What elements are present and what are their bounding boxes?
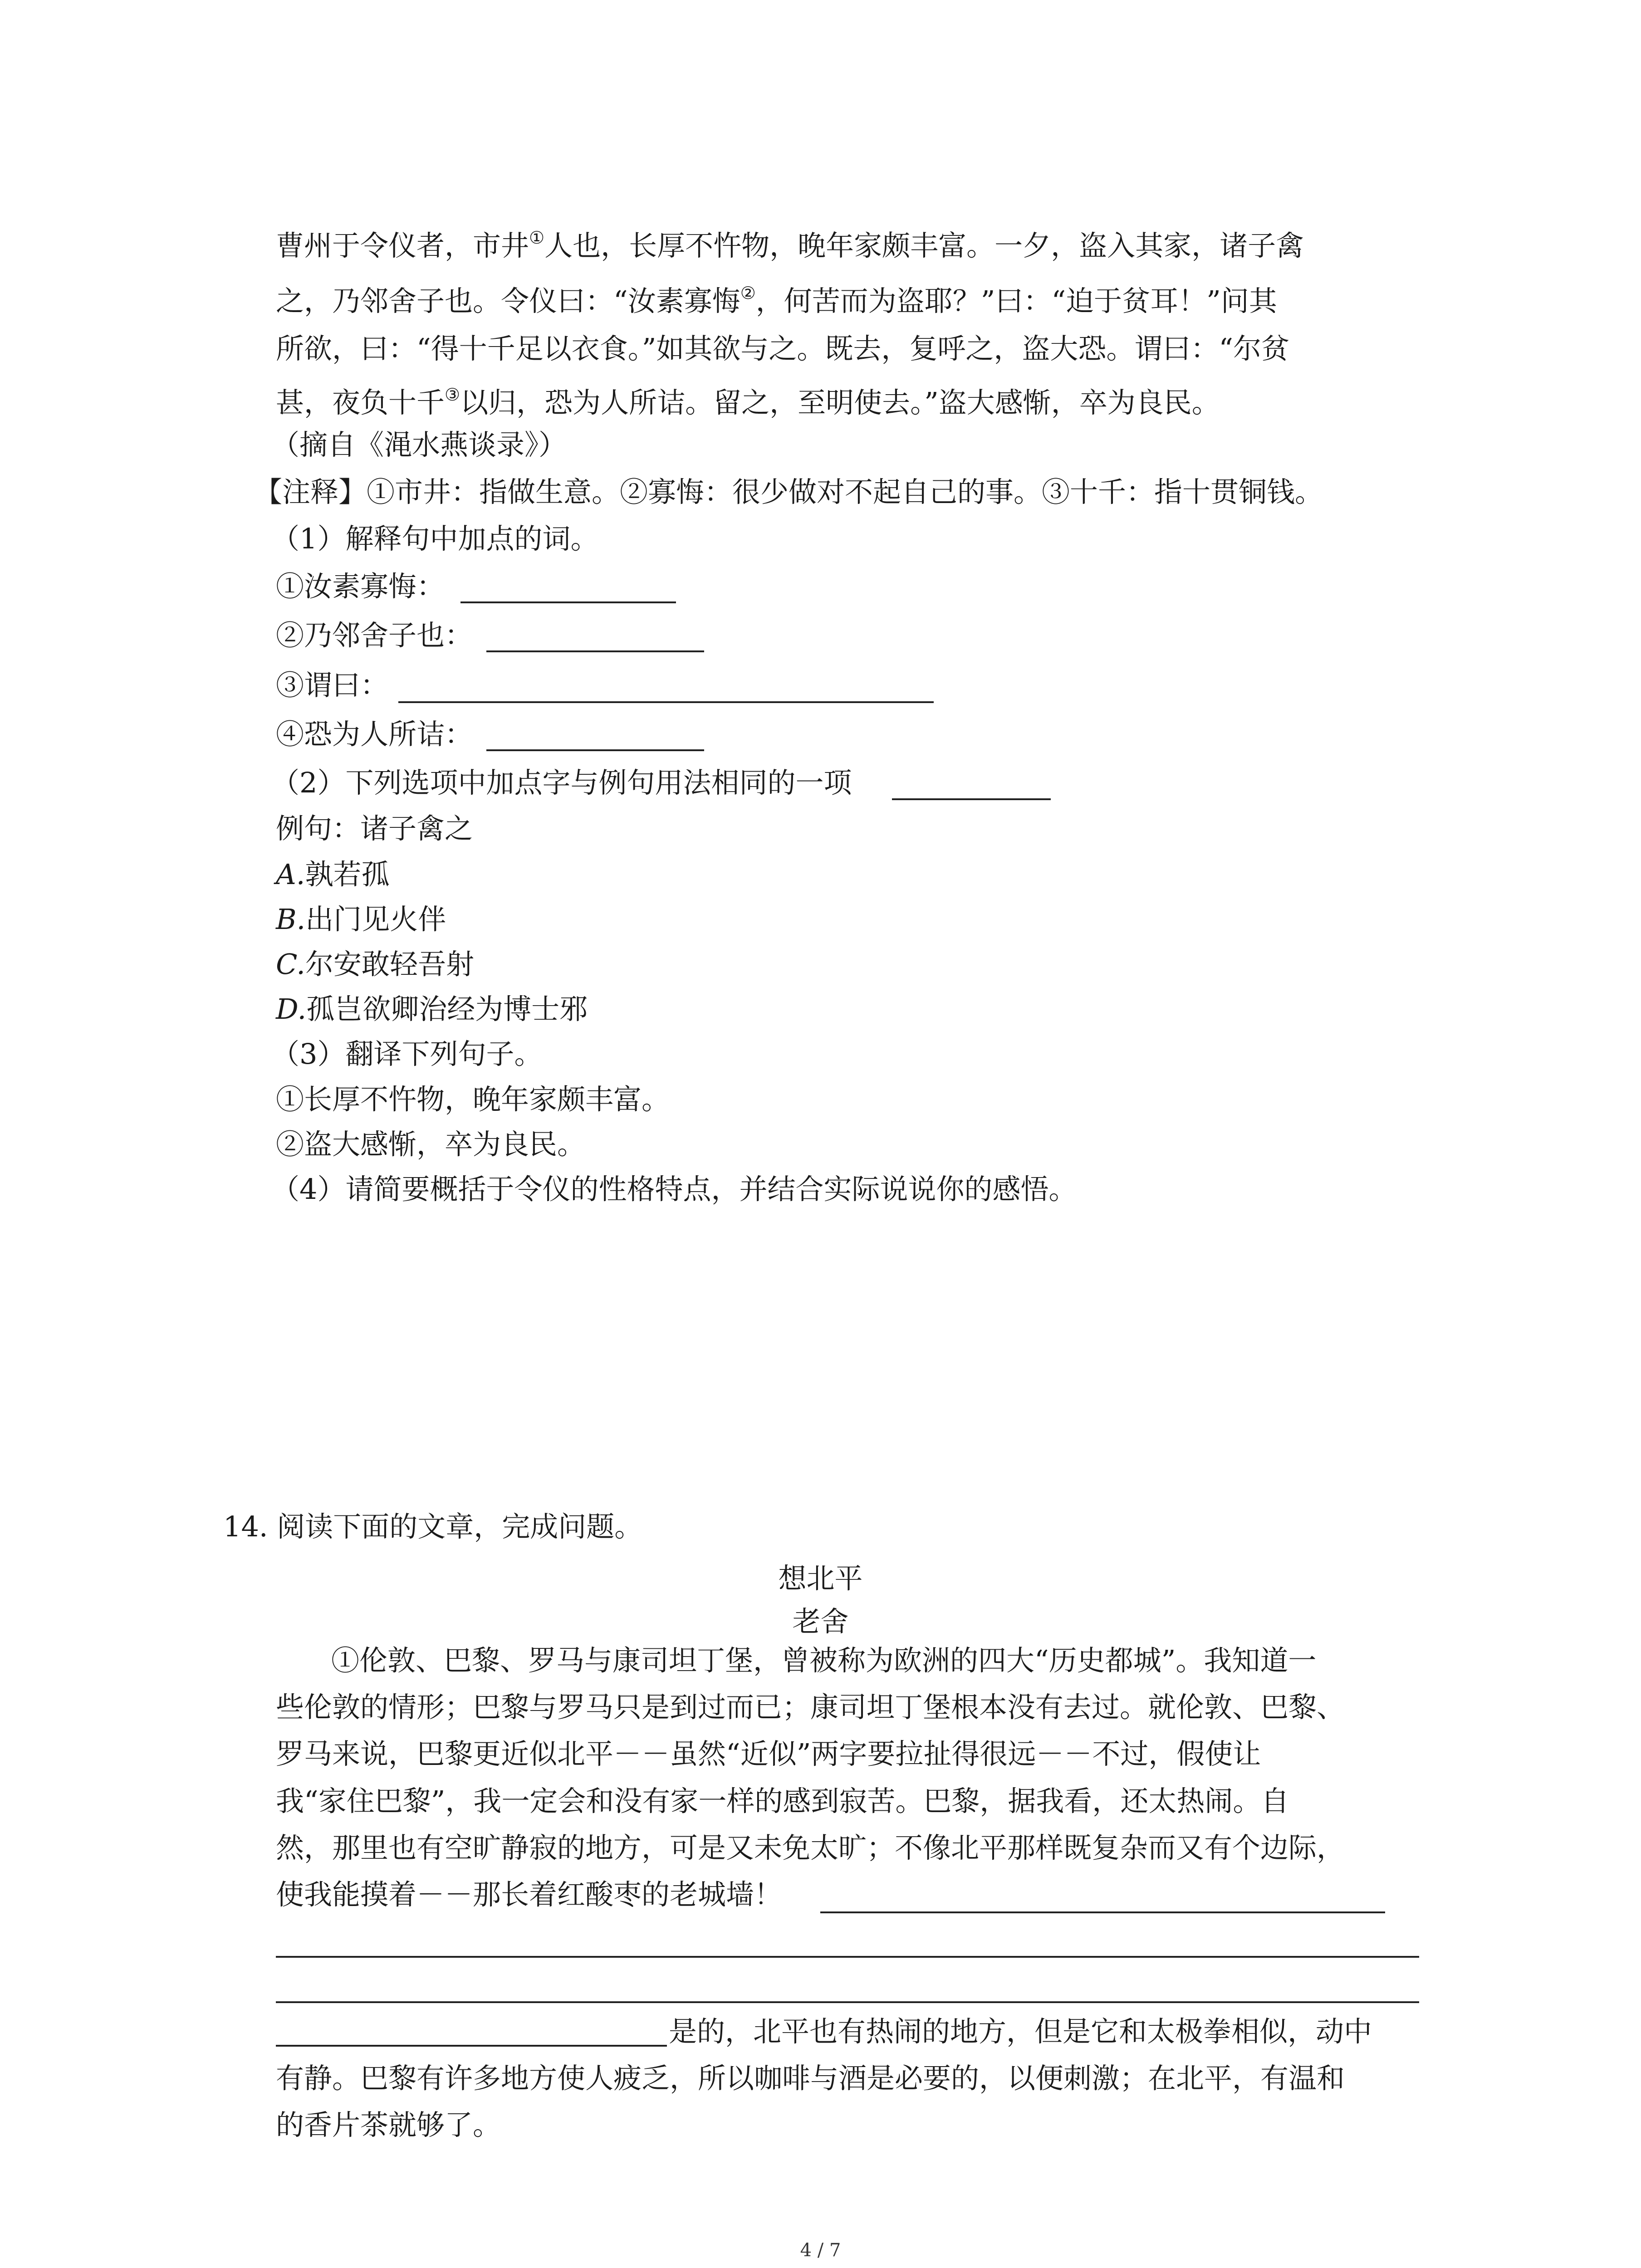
q2-option-c[interactable] [276,948,474,981]
option-letter: B. [276,903,306,936]
footnote-mark-1: ① [529,228,545,248]
option-text: 出门见火伴 [305,903,446,936]
answer-blank-q2[interactable] [892,798,1051,800]
q3-item-1: ①长厚不忤物，晚年家颇丰富。 [276,1083,670,1116]
passage-line-3: 所欲，曰：“得十千足以衣食。”如其欲与之。既去，复呼之，盗大恐。谓曰：“尔贫 [276,332,1290,365]
passage-source: （摘自《渑水燕谈录》） [271,428,567,461]
q2-option-b[interactable] [276,905,446,934]
q1-item-4: ④恐为人所诘： [276,718,473,751]
q4-prompt: （4）请简要概括于令仪的性格特点，并结合实际说说你的感悟。 [271,1173,1077,1206]
q1-item-1: ①汝素寡悔： [276,570,445,603]
answer-blank-q14-3[interactable] [276,2001,1419,2003]
option-text: 孰若孤 [305,858,390,891]
option-text: 孤岂欲卿治经为博士邪 [306,992,588,1026]
option-letter: C. [276,948,305,981]
answer-blank-q14-4[interactable] [276,2045,667,2047]
article-line-9: 的香片茶就够了。 [276,2108,501,2141]
q1-item-3: ③谓曰： [276,669,389,702]
article-line-8: 有静。巴黎有许多地方使人疲乏，所以咖啡与酒是必要的，以便刺激；在北平，有温和 [276,2062,1345,2095]
footnote-mark-3: ③ [445,385,460,405]
q3-prompt: （3）翻译下列句子。 [271,1037,543,1070]
footnote-mark-2: ② [740,283,756,303]
page-number: 4 / 7 [800,2240,841,2261]
option-letter: A. [276,858,305,891]
passage-line-1: 曹州于令仪者，市井①人也，长厚不忤物，晚年家颇丰富。一夕，盗入其家，诸子禽 [276,228,1304,262]
article-author: 老舍 [792,1605,849,1638]
q2-prompt: （2）下列选项中加点字与例句用法相同的一项 [271,766,852,799]
article-line-7: 是的，北平也有热闹的地方，但是它和太极拳相似，动中 [669,2015,1372,2048]
answer-blank-2[interactable] [486,650,704,652]
article-line-1: ①伦敦、巴黎、罗马与康司坦丁堡，曾被称为欧洲的四大“历史都城”。我知道一 [331,1644,1317,1677]
article-line-4: 我“家住巴黎”，我一定会和没有家一样的感到寂苦。巴黎，据我看，还太热闹。自 [276,1784,1289,1818]
passage-line-4: 甚，夜负十千③以归，恐为人所诘。留之，至明使去。”盗大感惭，卒为良民。 [276,385,1220,419]
answer-blank-q14-2[interactable] [276,1956,1419,1958]
answer-blank-3[interactable] [398,701,934,703]
q3-item-2: ②盗大感惭，卒为良民。 [276,1128,586,1161]
article-line-3: 罗马来说，巴黎更近似北平－－虽然“近似”两字要拉扯得很远－－不过，假使让 [276,1737,1261,1770]
article-line-5: 然，那里也有空旷静寂的地方，可是又未免太旷；不像北平那样既复杂而又有个边际， [276,1831,1345,1864]
option-letter: D. [276,992,307,1026]
passage-line-2: 之，乃邻舍子也。令仪曰：“汝素寡悔②，何苦而为盗耶？”曰：“迫于贫耳！”问其 [276,283,1277,318]
q14-header: 14. 阅读下面的文章，完成问题。 [223,1510,643,1543]
q1-prompt: （1）解释句中加点的词。 [271,522,599,555]
article-line-6: 使我能摸着－－那长着红酸枣的老城墙！ [276,1878,783,1911]
option-text: 尔安敢轻吾射 [305,948,474,981]
q2-option-a[interactable] [276,860,390,889]
article-line-2: 些伦敦的情形；巴黎与罗马只是到过而已；康司坦丁堡根本没有去过。就伦敦、巴黎、 [276,1691,1345,1724]
q2-example: 例句：诸子禽之 [276,812,473,845]
answer-blank-q14-1[interactable] [820,1911,1385,1913]
answer-blank-4[interactable] [486,749,704,751]
q1-item-2: ②乃邻舍子也： [276,619,473,652]
article-title: 想北平 [778,1562,863,1595]
q2-option-d[interactable] [276,992,588,1026]
passage-notes: 【注释】①市井：指做生意。②寡悔：很少做对不起自己的事。③十千：指十贯铜钱。 [254,475,1323,508]
answer-blank-1[interactable] [460,601,676,603]
